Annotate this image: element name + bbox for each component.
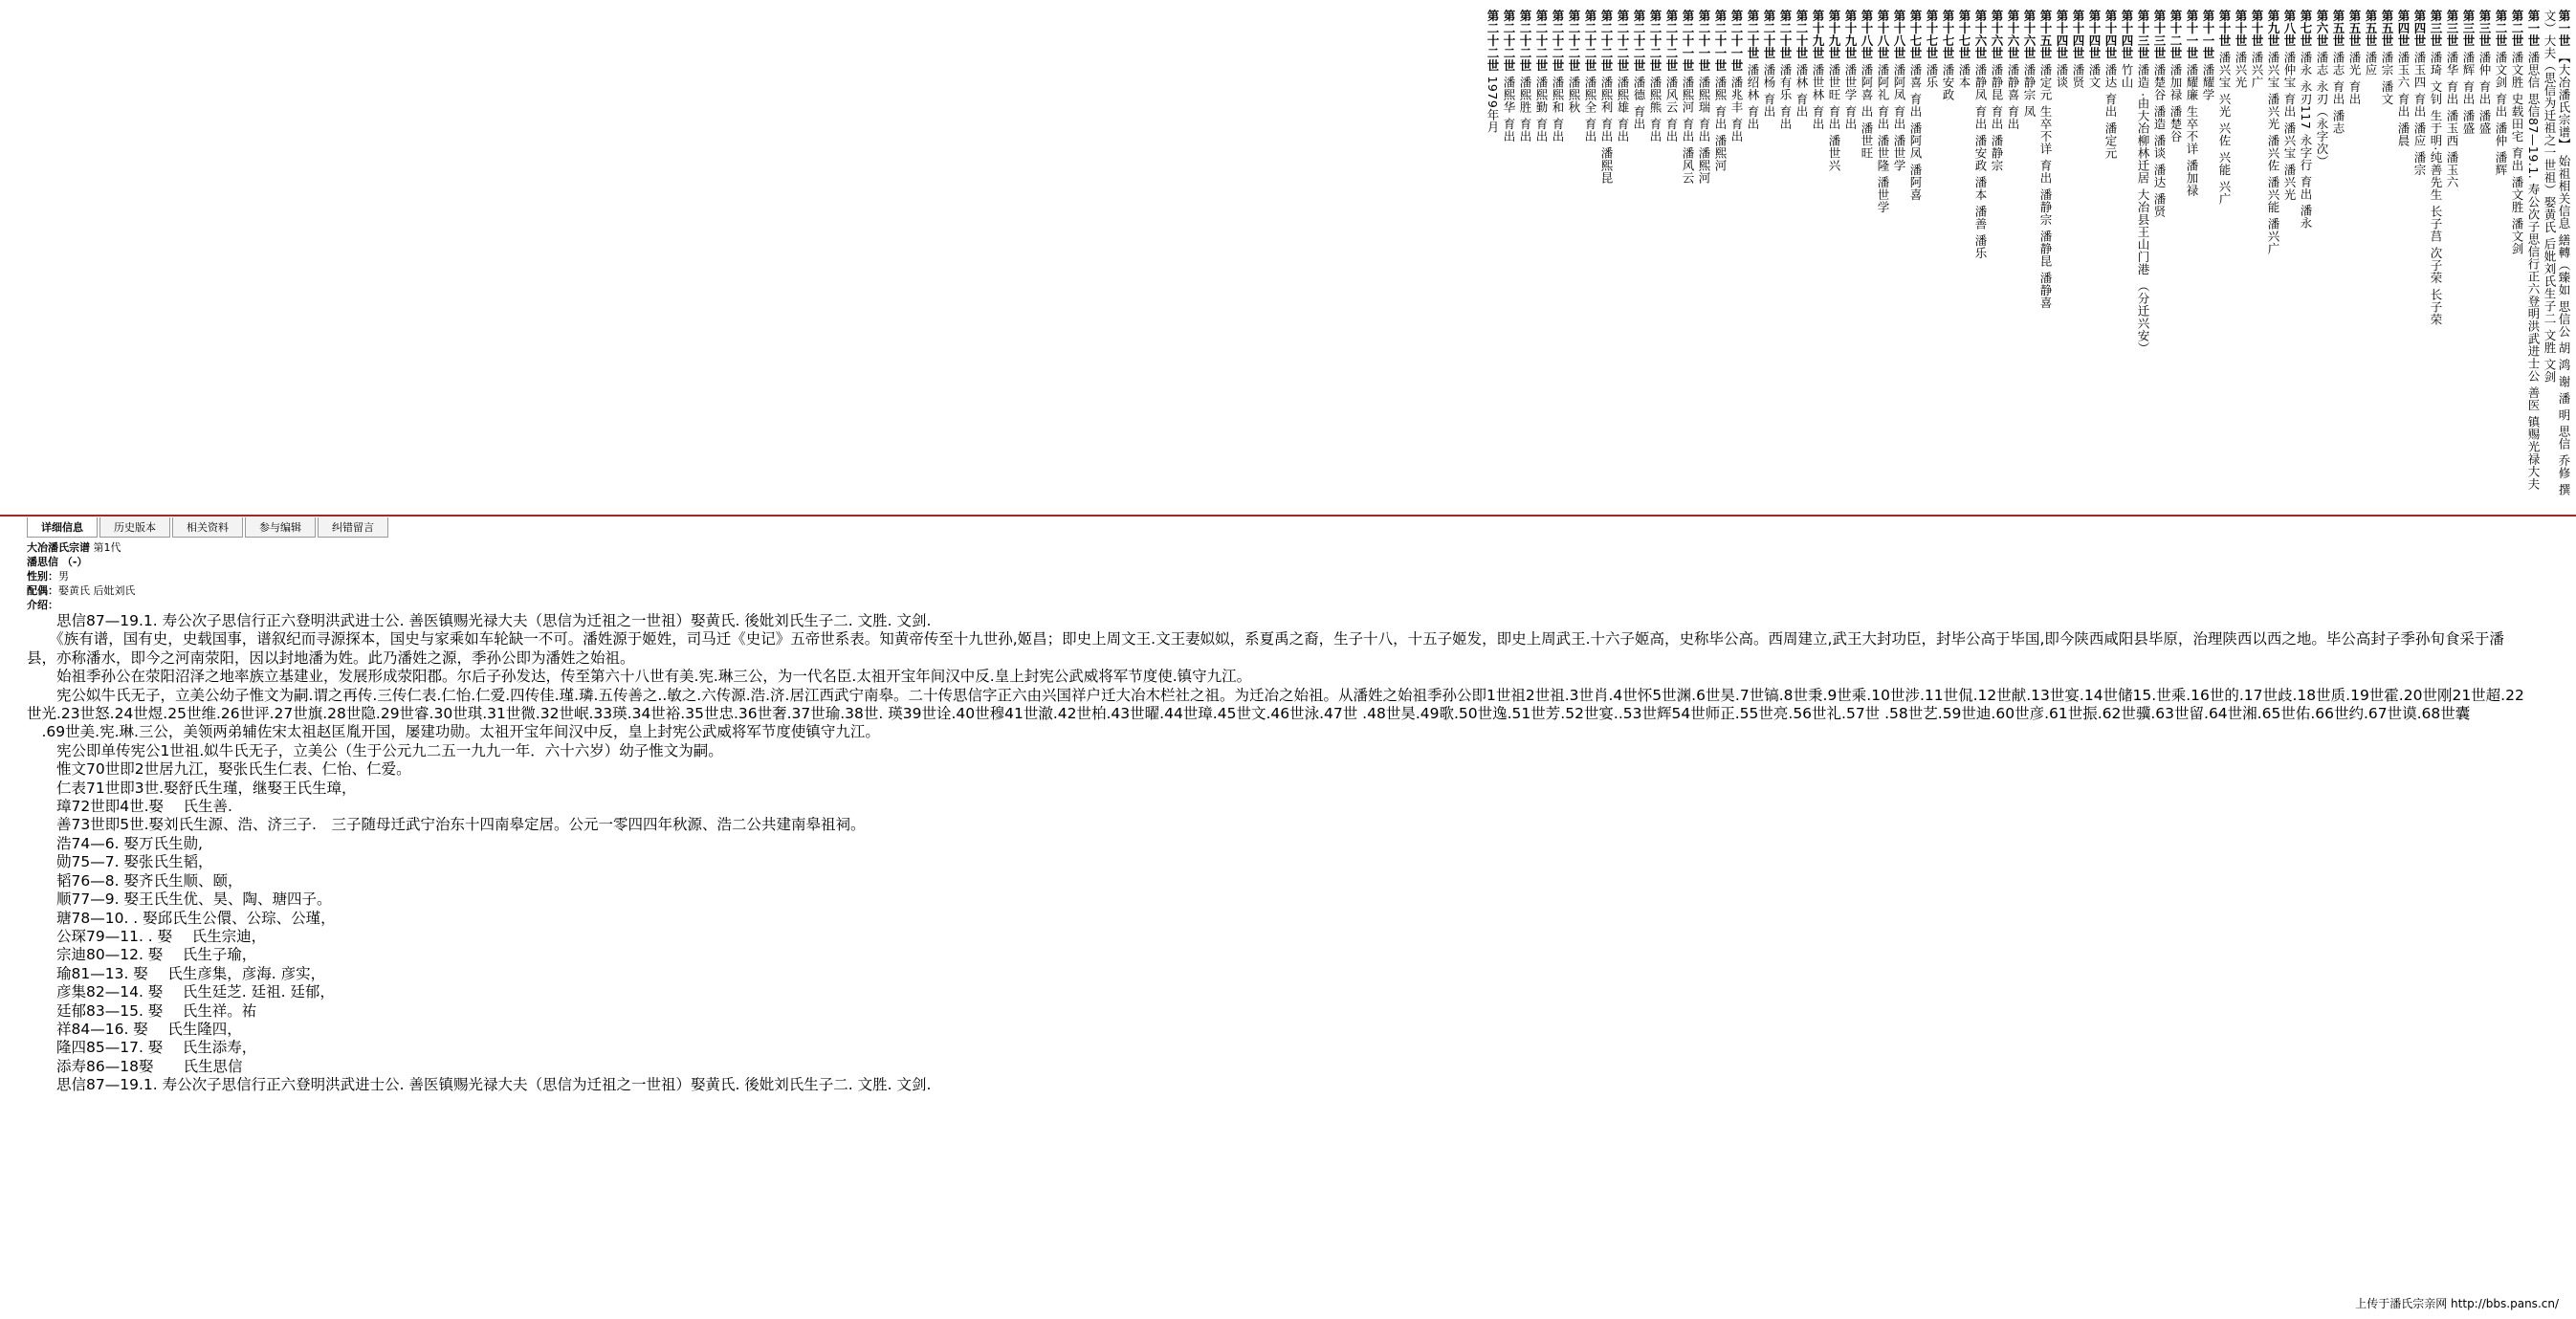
generation-label: 第十七世 bbox=[1925, 10, 1939, 59]
generation-label: 第五世 bbox=[2380, 10, 2394, 47]
tab-feedback[interactable]: 纠错留言 bbox=[318, 517, 388, 538]
generation-entry[interactable]: 潘定元 生卒不详 育出 潘静宗 潘静昆 潘静喜 bbox=[2038, 63, 2053, 309]
tab-related[interactable]: 相关资料 bbox=[172, 517, 243, 538]
generation-entry[interactable]: 潘琦 文钊 生于明·纯善先生 长子莒 次子荣 长子荣 bbox=[2429, 51, 2443, 326]
generation-label: 第二十二世 bbox=[1486, 10, 1500, 72]
generation-column bbox=[2234, 10, 2248, 512]
generation-column bbox=[1794, 10, 1809, 512]
generation-entry[interactable]: 潘熙勤 育出 bbox=[1534, 76, 1549, 143]
generation-label: 第二十一世 bbox=[1729, 10, 1744, 72]
generation-label: 第二十世 bbox=[1794, 10, 1809, 59]
generation-column bbox=[1762, 10, 1776, 512]
generation-column bbox=[1599, 10, 1614, 512]
tab-detail[interactable]: 详细信息 bbox=[27, 517, 98, 538]
generation-column bbox=[1925, 10, 1939, 512]
generation-column bbox=[1990, 10, 2004, 512]
generation-entry[interactable]: 潘风云 育出 bbox=[1664, 76, 1679, 143]
generation-entry[interactable]: 潘耀廉 生卒不详 潘加禄 bbox=[2185, 63, 2199, 197]
generation-label: 第十四世 bbox=[2071, 10, 2085, 59]
generation-column bbox=[1648, 10, 1662, 512]
intro-label: 介绍： bbox=[27, 599, 58, 611]
generation-column bbox=[1518, 10, 1532, 512]
generation-column bbox=[1860, 10, 1874, 512]
generation-column bbox=[2006, 10, 2020, 512]
generation-entry[interactable]: 潘熙全 育出 bbox=[1583, 76, 1597, 143]
biography-paragraph: 勋75—7. 娶张氏生韬， bbox=[27, 853, 213, 871]
gender-value: 男 bbox=[58, 570, 69, 583]
generation-label: 第十二世 bbox=[2169, 10, 2183, 59]
generation-label: 第二世 bbox=[2510, 10, 2524, 47]
biography-paragraph: 韬76—8. 娶齐氏生顺、颐， bbox=[27, 871, 243, 890]
generation-column bbox=[2510, 10, 2524, 512]
generation-column bbox=[1908, 10, 1923, 512]
generation-label: 第十世 bbox=[2250, 10, 2264, 47]
generation-entry[interactable]: 潘熙 育出 潘熙河 bbox=[1713, 76, 1728, 172]
generation-column bbox=[2494, 10, 2508, 512]
generation-label: 第五世 bbox=[2331, 10, 2345, 47]
generation-entry[interactable]: 潘耀学 bbox=[2201, 63, 2215, 101]
generation-label: 第四世 bbox=[2412, 10, 2427, 47]
generation-label: 第十四世 bbox=[2087, 10, 2102, 59]
generation-label: 第二十二世 bbox=[1664, 10, 1679, 72]
generation-entry[interactable]: 潘熙胜 育出 bbox=[1518, 76, 1532, 143]
generation-label: 第二十二世 bbox=[1534, 10, 1549, 72]
generation-label: 第十九世 bbox=[1843, 10, 1858, 59]
generation-column bbox=[1486, 10, 1500, 512]
generation-column bbox=[2299, 10, 2313, 512]
biography-paragraph: 惟文70世即2世居九江，娶张氏生仁表、仁怡、仁爱。 bbox=[27, 760, 411, 779]
generation-entry[interactable]: 潘宗 潘文 bbox=[2380, 51, 2394, 105]
generation-entry[interactable]: 【大冶潘氏宗谱】 始祖相关信息 繕轉（臻如 思信公 胡 鸿 谢 潘 明 思信 乔修 撰文）大夫（思信为迁祖之一世祖）娶黄氏 后妣刘氏生子二 文胜 文剑 bbox=[2543, 10, 2571, 496]
generation-label: 第二十二世 bbox=[1567, 10, 1581, 72]
generation-entry[interactable]: 潘熙熊 育出 bbox=[1648, 76, 1662, 143]
generation-entry[interactable]: 潘本 bbox=[1957, 63, 1971, 89]
generation-entry[interactable]: 潘阿礼 育出 潘世隆 潘世学 bbox=[1876, 63, 1890, 213]
generation-label: 第三世 bbox=[2429, 10, 2443, 47]
biography-paragraph: 《族有谱，国有史，史载国事，谱叙纪而寻源探本，国史与家乘如车轮缺一不可。潘姓源于姬姓，司马迁《史记》五帝世系表。知黄帝传至十九世孙,姬昌；即史上周文王.文王妻姒姒，系夏禹之裔，生子十八，十五子姬发，即史上周武王.十六子姬高，史称毕公高。西周建立,武王大封功臣，封毕公高于毕国,即今陕西咸阳县毕原，治理陕西以西之地。毕公高封子季孙旬食采于潘县，亦称潘水，即今之河南荥阳，因以封地潘为姓。此乃潘姓之源，季孙公即为潘姓之始祖。 bbox=[27, 630, 2504, 667]
spouse-label: 配偶： bbox=[27, 584, 58, 597]
biography-paragraph: 瑭78—10. . 娶邱氏生公儇、公琮、公瑾， bbox=[27, 909, 336, 927]
biography-paragraph: 思信87—19.1. 寿公次子思信行正六登明洪武进士公. 善医镇赐光禄大夫（思信为迁祖之一世祖）娶黄氏. 後妣刘氏生子二. 文胜. 文剑. bbox=[27, 1076, 932, 1094]
generation-entry[interactable]: 潘辉 育出 潘盛 bbox=[2461, 51, 2476, 135]
generation-column bbox=[2055, 10, 2069, 512]
generation-entry[interactable]: 潘楚谷 潘造 潘谈 潘达 潘贤 bbox=[2152, 63, 2167, 218]
biography-paragraph: 瑜81—13. 娶 氏生彦集，彦海. 彦实， bbox=[27, 964, 326, 982]
generation-entry[interactable]: 潘兆丰 育出 bbox=[1729, 76, 1744, 143]
generation-column bbox=[1616, 10, 1630, 512]
generation-label: 第一世 bbox=[2526, 10, 2541, 47]
tab-edit[interactable]: 参与编辑 bbox=[245, 517, 316, 538]
generation-entry[interactable]: 潘贤 bbox=[2071, 63, 2085, 89]
generation-label: 第十六世 bbox=[2006, 10, 2020, 59]
generation-column bbox=[2445, 10, 2459, 512]
generation-label: 第六世 bbox=[2315, 10, 2329, 47]
generation-column bbox=[2169, 10, 2183, 512]
generation-label: 第二十二世 bbox=[1616, 10, 1630, 72]
generation-column bbox=[1534, 10, 1549, 512]
spouse-value: 娶黄氏 后妣刘氏 bbox=[58, 584, 136, 597]
generation-entry[interactable]: 潘阿凤 育出 潘世学 bbox=[1892, 63, 1906, 172]
generation-label: 第十七世 bbox=[1957, 10, 1971, 59]
generation-column bbox=[2201, 10, 2215, 512]
generation-label: 第二十二世 bbox=[1551, 10, 1565, 72]
generation-label: 第十六世 bbox=[2022, 10, 2037, 59]
generation-column bbox=[1876, 10, 1890, 512]
generation-entry[interactable]: 潘兴光 bbox=[2234, 51, 2248, 89]
generation-column bbox=[1502, 10, 1516, 512]
generation-entry[interactable]: 潘有乐 育出 bbox=[1778, 63, 1793, 130]
biography-paragraph: 廷郁83—15. 娶 氏生祥。祐 bbox=[27, 1001, 257, 1020]
generation-entry[interactable]: 潘德 育出 bbox=[1632, 76, 1646, 130]
generation-column bbox=[2087, 10, 2102, 512]
generation-column bbox=[2071, 10, 2085, 512]
tab-bar bbox=[27, 517, 390, 538]
biography-paragraph: 顺77—9. 娶王氏生优、昊、陶、瑭四子。 bbox=[27, 890, 332, 909]
generation-entry[interactable]: 潘永 永刃117 永字行 育出 潘永 bbox=[2299, 51, 2313, 230]
generation-column bbox=[2315, 10, 2329, 512]
generation-label: 第十四世 bbox=[2103, 10, 2118, 59]
generation-column bbox=[2331, 10, 2345, 512]
generation-entry[interactable]: 潘绍林 育出 bbox=[1746, 63, 1760, 130]
generation-column bbox=[2429, 10, 2443, 512]
biography-paragraph: 思信87—19.1. 寿公次子思信行正六登明洪武进士公. 善医镇赐光禄大夫（思信为迁祖之一世祖）娶黄氏. 後妣刘氏生子二. 文胜. 文剑. bbox=[27, 612, 932, 629]
generation-label: 第十八世 bbox=[1876, 10, 1890, 59]
generation-column bbox=[1778, 10, 1793, 512]
generation-column bbox=[2396, 10, 2411, 512]
generation-entry[interactable]: 潘乐 bbox=[1925, 63, 1939, 89]
generation-entry[interactable]: 潘仲 育出 潘盛 bbox=[2477, 51, 2492, 135]
footer-link[interactable]: http://bbs.pans.cn/ bbox=[2451, 1297, 2559, 1310]
generation-label: 第八世 bbox=[2282, 10, 2297, 47]
generation-entry[interactable]: 潘杨 育出 bbox=[1762, 63, 1776, 118]
generation-entry[interactable]: 潘熙河 育出 潘风云 bbox=[1681, 76, 1695, 185]
generation-entry[interactable]: 潘思信 思信87—19.1. 寿公次子思信行正六登明洪武进士公 善医 镇赐光禄大夫 bbox=[2526, 51, 2541, 491]
generation-label: 第十七世 bbox=[1908, 10, 1923, 59]
generation-column bbox=[2038, 10, 2053, 512]
generation-column bbox=[2266, 10, 2280, 512]
generation-column bbox=[1713, 10, 1728, 512]
person-info bbox=[27, 540, 2533, 612]
generation-label: 第十四世 bbox=[2055, 10, 2069, 59]
generation-entry[interactable]: 潘达 育出 潘定元 bbox=[2103, 63, 2118, 160]
generation-column bbox=[2136, 10, 2150, 512]
generation-label: 第十九世 bbox=[1811, 10, 1825, 59]
generation-column bbox=[1729, 10, 1744, 512]
generation-column bbox=[1811, 10, 1825, 512]
generation-entry[interactable]: 潘玉六 育出 潘晨 bbox=[2396, 51, 2411, 147]
generation-entry[interactable]: 潘阿喜 出 潘世旺 bbox=[1860, 63, 1874, 160]
biography-paragraph: 璋72世即4世.娶 氏生善. bbox=[27, 798, 232, 816]
genealogy-title: 大冶潘氏宗谱 bbox=[27, 541, 90, 554]
generation-label: 第二十一世 bbox=[1697, 10, 1711, 72]
generation-entry[interactable]: 潘安政 bbox=[1941, 63, 1955, 101]
generation-label: 第十九世 bbox=[1827, 10, 1841, 59]
generation-label: 第十一世 bbox=[2185, 10, 2199, 59]
generation-label: 第七世 bbox=[2299, 10, 2313, 47]
generation-column bbox=[2152, 10, 2167, 512]
generation-entry[interactable]: 潘熙秋 bbox=[1567, 76, 1581, 114]
generation-column bbox=[1664, 10, 1679, 512]
tab-history[interactable]: 历史版本 bbox=[99, 517, 170, 538]
generation-entry[interactable]: 潘熙华 育出 bbox=[1502, 76, 1516, 143]
generation-label: 第十五世 bbox=[2038, 10, 2053, 59]
generation-label: 第三世 bbox=[2477, 10, 2492, 47]
generation-label: 第二世 bbox=[2494, 10, 2508, 47]
biography-paragraph: 仁表71世即3世.娶舒氏生瑾，继娶王氏生璋， bbox=[27, 779, 357, 797]
generation-label: 第二十世 bbox=[1746, 10, 1760, 59]
generation-entry[interactable]: 潘喜 育出 潘阿凤 潘阿喜 bbox=[1908, 63, 1923, 201]
generation-column bbox=[2412, 10, 2427, 512]
generation-column bbox=[1941, 10, 1955, 512]
biography-paragraph: 善73世即5世.娶刘氏生源、浩、济三子. 三子随母迁武宁治东十四南皋定居。公元一零四四年秋源、浩二公共建南皋祖祠。 bbox=[27, 816, 866, 834]
generation-entry[interactable]: 潘文剑 育出 潘仲 潘辉 bbox=[2494, 51, 2508, 176]
genealogy-vertical-strip bbox=[0, 0, 2576, 517]
generation-label: 第三世 bbox=[2461, 10, 2476, 47]
generation-entry[interactable]: 潘谈 bbox=[2055, 63, 2069, 89]
generation-entry[interactable]: 潘仲宝 育出 潘兴宝 潘兴光 bbox=[2282, 51, 2297, 201]
generation-label: 第二十世 bbox=[1762, 10, 1776, 59]
generation-entry[interactable]: 潘志 育出 潘志 bbox=[2331, 51, 2345, 135]
generation-column bbox=[1632, 10, 1646, 512]
generation-column bbox=[1681, 10, 1695, 512]
generation-column bbox=[2185, 10, 2199, 512]
generation-entry[interactable]: 潘文 bbox=[2087, 63, 2102, 89]
generation-entry[interactable]: 潘静喜 育出 bbox=[2006, 63, 2020, 130]
generation-column bbox=[1551, 10, 1565, 512]
generation-column bbox=[1957, 10, 1971, 512]
generation-column bbox=[2526, 10, 2541, 512]
generation-column bbox=[1973, 10, 1988, 512]
generation-label: 第十三世 bbox=[2152, 10, 2167, 59]
generation-entry[interactable]: 潘熙利 育出 潘熙昆 bbox=[1599, 76, 1614, 185]
generation-column bbox=[1827, 10, 1841, 512]
generation-column bbox=[2282, 10, 2297, 512]
generation-label: 第十八世 bbox=[1892, 10, 1906, 59]
generation-entry[interactable]: 潘静凤 育出 潘安政 潘本 潘善 潘乐 bbox=[1973, 63, 1988, 259]
generation-column bbox=[2543, 10, 2571, 512]
generation-label: 第十六世 bbox=[1973, 10, 1988, 59]
generation-label: 第二十二世 bbox=[1518, 10, 1532, 72]
generation-column bbox=[2477, 10, 2492, 512]
generation-label: 第二十一世 bbox=[1713, 10, 1728, 72]
generation-column bbox=[1567, 10, 1581, 512]
generation-label: 第二十二世 bbox=[1599, 10, 1614, 72]
biography-paragraph: 公琛79—11. . 娶 氏生宗迪， bbox=[27, 927, 267, 945]
generation-entry[interactable]: 潘应 bbox=[2364, 51, 2378, 77]
generation-entry[interactable]: 潘兴宝 潘兴光 潘兴佐 潘兴能 潘兴广 bbox=[2266, 51, 2280, 255]
generation-entry[interactable]: 潘熙瑞 育出 潘熙河 bbox=[1697, 76, 1711, 185]
generation-label: 第一世 bbox=[2557, 10, 2571, 47]
biography-paragraph: 隆四85—17. 娶 氏生添寿， bbox=[27, 1039, 257, 1057]
generation-column bbox=[1697, 10, 1711, 512]
generation-entry[interactable]: 潘林 育出 bbox=[1794, 63, 1809, 118]
generation-entry[interactable]: 潘静宗 凤 bbox=[2022, 63, 2037, 118]
biography-paragraph: 始祖季孙公在荥阳沼泽之地率族立基建业，发展形成荥阳郡。尔后子孙发达，传至第六十八世有美.宪.琳三公，为一代名臣.太祖开宝年间汉中反.皇上封宪公武威将军节度使.镇守九江。 bbox=[27, 668, 1252, 686]
generation-column bbox=[2022, 10, 2037, 512]
generation-entry[interactable]: 潘熙雄 育出 bbox=[1616, 76, 1630, 143]
generation-column bbox=[2120, 10, 2134, 512]
generation-label: 第五世 bbox=[2364, 10, 2378, 47]
generation-label: 第十一世 bbox=[2201, 10, 2215, 59]
generation-entry[interactable]: 潘光 育出 bbox=[2347, 51, 2362, 105]
biography-paragraph: 添寿86—18娶 氏生思信 bbox=[27, 1057, 243, 1075]
generation-entry[interactable]: 潘兴广 bbox=[2250, 51, 2264, 89]
generation-column bbox=[2364, 10, 2378, 512]
biography-paragraph: 彦集82—14. 娶 氏生廷芝. 廷祖. 廷郁， bbox=[27, 983, 335, 1001]
generation-label: 第十六世 bbox=[1990, 10, 2004, 59]
generation-entry[interactable]: 潘世林 育出 bbox=[1811, 63, 1825, 130]
footer bbox=[2355, 1295, 2559, 1311]
generation-label: 第二十二世 bbox=[1632, 10, 1646, 72]
generation-entry[interactable]: 潘玉四 育出 潘应 潘宗 bbox=[2412, 51, 2427, 176]
generation-label: 第九世 bbox=[2266, 10, 2280, 47]
generation-column bbox=[1843, 10, 1858, 512]
footer-label: 上传于潘氏宗亲网 bbox=[2355, 1297, 2448, 1310]
generation-column bbox=[2217, 10, 2232, 512]
generation-column bbox=[1892, 10, 1906, 512]
biography-paragraph: 浩74—6. 娶万氏生勋, bbox=[27, 834, 203, 852]
generation-entry[interactable]: 1979年月 bbox=[1486, 76, 1500, 134]
generation-label: 第五世 bbox=[2347, 10, 2362, 47]
generation-entry[interactable]: 潘造 ·由大冶柳林迁居 大冶县王山门港 （分迁兴安） bbox=[2136, 63, 2150, 355]
generation-label: 第二十二世 bbox=[1648, 10, 1662, 72]
generation-label: 第十三世 bbox=[2136, 10, 2150, 59]
generation-entry[interactable]: 竹山 bbox=[2120, 63, 2134, 89]
generation-label: 第三世 bbox=[2445, 10, 2459, 47]
generation-column bbox=[1746, 10, 1760, 512]
generation-entry[interactable]: 潘兴宝 兴光 兴佐 兴能 兴广 bbox=[2217, 51, 2232, 206]
person-name: 潘思信 （-） bbox=[27, 556, 88, 568]
generation-entry[interactable]: 潘志 永刃（永字次） bbox=[2315, 51, 2329, 167]
generation-label: 第二十二世 bbox=[1502, 10, 1516, 72]
generation-label: 第十八世 bbox=[1860, 10, 1874, 59]
generation-entry[interactable]: 潘加禄 潘楚谷 bbox=[2169, 63, 2183, 143]
generation-label: 第1代 bbox=[93, 541, 121, 554]
generation-column bbox=[2461, 10, 2476, 512]
generation-label: 第二十二世 bbox=[1583, 10, 1597, 72]
biography-text bbox=[27, 612, 2533, 1095]
generation-column bbox=[1583, 10, 1597, 512]
generation-entry[interactable]: 潘熙和 育出 bbox=[1551, 76, 1565, 143]
biography-paragraph: 宪公即单传宪公1世祖.姒牛氏无子，立美公（生于公元九二五一九九一年．六十六岁）幼子惟文为嗣。 bbox=[27, 741, 723, 759]
generation-entry[interactable]: 潘华 育出 潘玉西 潘玉六 bbox=[2445, 51, 2459, 188]
gender-label: 性别： bbox=[27, 570, 58, 583]
biography-paragraph: 宪公姒牛氏无子，立美公幼子惟文为嗣.谓之再传.三传仁表.仁怡.仁爱.四传佳.瑾.璘.五传善之..敏之.六传源.浩.济.居江西武宁南皋。二十传思信字正六由兴国祥户迁大冶木栏社之祖。为迁冶之始祖。从潘姓之始祖季孙公即1世祖2世祖.3世肖.4世怀5世渊.6世昊.7世镐.8世秉.9世乘.10世涉.11世侃.12世献.13世宴.14世储15.世乘.16世的.17世歧.18世质.19世霍.20世刚21世超.22世光.23世怒.24世煜.25世维.26世评.27世旗.28世隐.29世睿.30世琪.31世微.32世岷.33瑛.34世裕.35世忠.36世奢.37世瑜.38世. 瑛39世诠.40世穆41世澈.42世柏.43世曜.44世璋.45世文.46世泳.47世 .48世昊.49歌.50世逸.51世芳.52世宴..53世辉54世师正.55世亮.56世礼.57世 .58世艺.59世迪.60世彦.61世振.62世骥.63世留.64世湘.65世佑.66世约.67世谟.68世囊 bbox=[27, 686, 2524, 723]
biography-paragraph: .69世美.宪.琳.三公，美领两弟辅佐宋太祖赵匡胤开国，屡建功勋。太祖开宝年间汉中反，皇上封宪公武威将军节度使镇守九江。 bbox=[27, 723, 880, 741]
biography-paragraph: 祥84—16. 娶 氏生隆四， bbox=[27, 1020, 242, 1038]
generation-column bbox=[2103, 10, 2118, 512]
generation-entry[interactable]: 潘静昆 育出 潘静宗 bbox=[1990, 63, 2004, 172]
generation-column bbox=[2380, 10, 2394, 512]
generation-column bbox=[2347, 10, 2362, 512]
generation-entry[interactable]: 潘世旺 育出 潘世兴 bbox=[1827, 63, 1841, 172]
generation-label: 第十七世 bbox=[1941, 10, 1955, 59]
generation-label: 第二十世 bbox=[1778, 10, 1793, 59]
generation-entry[interactable]: 潘世学 育出 bbox=[1843, 63, 1858, 130]
generation-label: 第十世 bbox=[2234, 10, 2248, 47]
generation-label: 第十四世 bbox=[2120, 10, 2134, 59]
generation-label: 第四世 bbox=[2396, 10, 2411, 47]
generation-label: 第十世 bbox=[2217, 10, 2232, 47]
generation-label: 第二十一世 bbox=[1681, 10, 1695, 72]
generation-column bbox=[2250, 10, 2264, 512]
biography-paragraph: 宗迪80—12. 娶 氏生子瑜， bbox=[27, 946, 257, 964]
generation-entry[interactable]: 潘文胜 史载田宅 育出 潘文胜 潘文剑 bbox=[2510, 51, 2524, 255]
